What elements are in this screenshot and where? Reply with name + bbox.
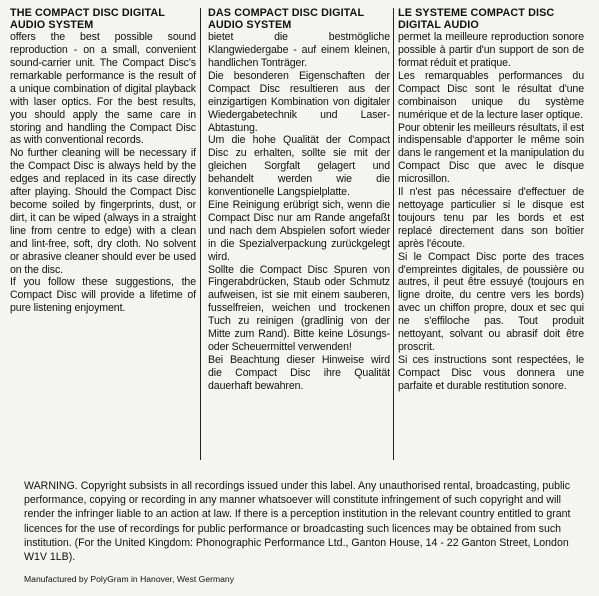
- english-column: [8, 8, 198, 461]
- french-paragraph: Pour obtenir les meilleurs résultats, il est indispensable d'apporter le même soin dans le rangement et la manipulation du Compact Disc que avec le disque microsillon.: [398, 121, 584, 186]
- french-paragraph: Si ces instructions sont respectées, le Compact Disc vous donnera une parfaite et durable restitution sonore.: [398, 353, 584, 392]
- german-paragraph: Eine Reinigung erübrigt sich, wenn die Compact Disc nur am Rande angefaßt und nach dem Abspielen sofort wieder in die Spezialverpackung zurückgelegt wird.: [208, 198, 390, 263]
- german-paragraph: Um die hohe Qualität der Compact Disc zu erhalten, sollte sie mit der gleichen Sorgfalt gelagert und behandelt werden wie die konventionelle Langspielplatte.: [208, 134, 390, 199]
- german-paragraph: Sollte die Compact Disc Spuren von Fingerabdrücken, Staub oder Schmutz aufweisen, ist sie mit einem sauberen, fusselfreien, weichen und trockenen Tuch zu reinigen (gradlinig von der Mitte zum Rand). Bitte keine Lösungs- oder Scheuermittel verwenden!: [208, 263, 390, 353]
- manufacturer-note: Manufactured by PolyGram in Hanover, West Germany: [24, 574, 234, 584]
- column-divider-2: [393, 8, 394, 460]
- english-heading: THE COMPACT DISC DIGITAL AUDIO SYSTEM: [10, 8, 165, 31]
- english-paragraph: No further cleaning will be necessary if the Compact Disc is always held by the edges and replaced in its case directly after playing. Should the Compact Disc become soiled by fingerprints, dust, or dirt, it can be wiped (always in a straight line from centre to edge) with a clean and lint-free, soft, dry cloth. No solvent or abrasive cleaner should ever be used on the disc.: [10, 147, 196, 276]
- column-divider-1: [200, 8, 201, 460]
- copyright-warning: WARNING. Copyright subsists in all recordings issued under this label. Any unauthorised rental, broadcasting, public performance, copying or recording in any manner whatsoever will constitute infringement of such copyright and will render the infringer liable to an action at law. If there is a perception institution in the relevant country entitled to grant licences for the use of recordings for public performance or broadcasting such licences may be obtained from such institution. (For the United Kingdom: Phonographic Performance Ltd., Ganton House, 14 - 22 Ganton Street, London W1V 1LB).: [24, 480, 571, 564]
- french-paragraph: Si le Compact Disc porte des traces d'empreintes digitales, de poussière ou autres, il peut être essuyé (toujours en ligne droite, du centre vers les bords) avec un chiffon propre, doux et sec qui ne s'effiloche pas. Tout produit nettoyant, solvant ou abrasif doit être proscrit.: [398, 250, 584, 353]
- german-heading: DAS COMPACT DISC DIGITAL AUDIO SYSTEM: [208, 8, 364, 31]
- english-paragraph: offers the best possible sound reproduction - on a small, convenient sound-carrier unit. The Compact Disc's remarkable performance is the result of a unique combination of digital playback with laser optics. For the best results, you should apply the same care in storing and handling the Compact Disc as with conventional records.: [10, 31, 196, 147]
- french-column: [396, 8, 586, 461]
- french-paragraph: permet la meilleure reproduction sonore possible à partir d'un support de son de format réduit et pratique.: [398, 31, 584, 69]
- french-heading: LE SYSTEME COMPACT DISC DIGITAL AUDIO: [398, 8, 555, 31]
- german-paragraph: Die besonderen Eigenschaften der Compact Disc resultieren aus der einzigartigen Kombination von digitaler Wiedergabetechnik und Laser-Abtastung.: [208, 69, 390, 134]
- german-column: [206, 8, 392, 461]
- french-paragraph: Les remarquables performances du Compact Disc sont le résultat d'une combinaison unique du système numérique et de la lecture laser optique.: [398, 69, 584, 121]
- english-paragraph: If you follow these suggestions, the Compact Disc will provide a lifetime of pure listening enjoyment.: [10, 276, 196, 315]
- german-paragraph: bietet die bestmögliche Klangwiedergabe - auf einem kleinen, handlichen Tonträger.: [208, 31, 390, 69]
- german-paragraph: Bei Beachtung dieser Hinweise wird die Compact Disc ihre Qualität dauerhaft bewahren.: [208, 353, 390, 392]
- french-paragraph: Il n'est pas nécessaire d'effectuer de nettoyage particulier si le disque est toujours tenu par les bords et est replacé directement dans son boîtier après l'écoute.: [398, 186, 584, 250]
